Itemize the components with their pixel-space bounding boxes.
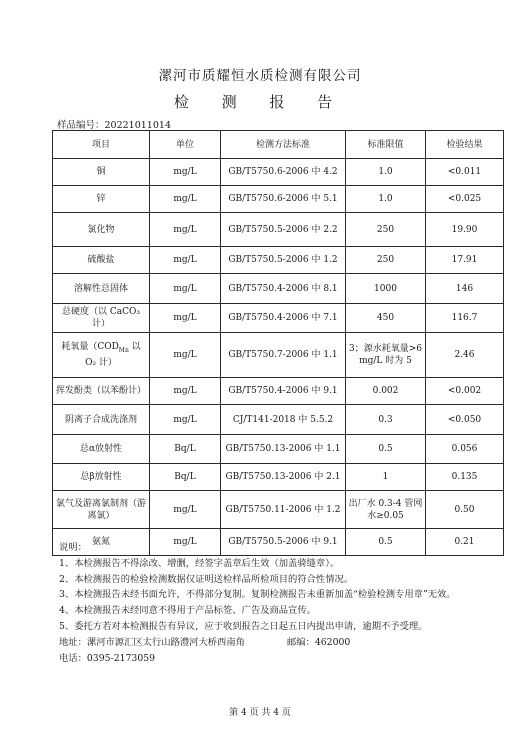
note-1: 1、本检测报告不得涂改、增删，经签字盖章后生效（加盖骑缝章）。 (59, 557, 340, 569)
cell-item: 总α放射性 (53, 435, 150, 464)
results-table (52, 130, 504, 556)
cell-item: 总硬度（以 CaCO₃ 计） (53, 304, 150, 333)
table-row (53, 435, 504, 464)
cell-unit: mg/L (150, 529, 221, 556)
cell-result: <0.011 (426, 159, 504, 186)
cell-unit: mg/L (150, 405, 221, 435)
cell-item: 锌 (53, 186, 150, 213)
table-row (53, 405, 504, 435)
cell-unit: mg/L (150, 304, 221, 333)
cell-method: GB/T5750.11-2006 中 1.2 (221, 491, 346, 529)
cell-method: GB/T5750.5-2006 中 1.2 (221, 247, 346, 274)
cell-result: <0.050 (426, 405, 504, 435)
page-number: 第 4 页 共 4 页 (229, 708, 291, 718)
cell-limit: 450 (346, 304, 426, 333)
cell-method: CJ/T141-2018 中 5.5.2 (221, 405, 346, 435)
cell-item: 阴离子合成洗涤剂 (53, 405, 150, 435)
table-row (53, 186, 504, 213)
note-5: 5、委托方若对本检测报告有异议，应于收到报告之日起五日内提出申请，逾期不予受理。 (59, 620, 428, 632)
header-unit: 单位 (150, 131, 221, 159)
header-method: 检测方法标准 (221, 131, 346, 159)
cell-unit: mg/L (150, 247, 221, 274)
cell-limit: 3；源水耗氧量>6 mg/L 时为 5 (346, 333, 426, 378)
table-row (53, 378, 504, 405)
cell-unit: mg/L (150, 274, 221, 304)
company-name: 漯河市质耀恒水质检测有限公司 (158, 68, 362, 84)
cell-method: GB/T5750.13-2006 中 2.1 (221, 464, 346, 491)
cell-item: 硫酸盐 (53, 247, 150, 274)
table-body (53, 159, 504, 556)
phone: 电话：0395-2173059 (59, 652, 156, 664)
header-item: 项目 (53, 131, 150, 159)
table-row (53, 159, 504, 186)
address-line (59, 635, 456, 651)
cell-unit: mg/L (150, 213, 221, 247)
table-row (53, 333, 504, 378)
table-header-row (53, 131, 504, 159)
cell-limit: 250 (346, 247, 426, 274)
note-2: 2、本检测报告的检验检测数据仅证明送检样品所检项目的符合性情况。 (59, 573, 354, 585)
table-row (53, 213, 504, 247)
table-row (53, 464, 504, 491)
cell-result: 116.7 (426, 304, 504, 333)
cell-unit: mg/L (150, 333, 221, 378)
cell-result: 0.21 (426, 529, 504, 556)
cell-item: 总β放射性 (53, 464, 150, 491)
cell-result: 146 (426, 274, 504, 304)
table-row (53, 274, 504, 304)
cell-result: 0.50 (426, 491, 504, 529)
header-limit: 标准限值 (346, 131, 426, 159)
cell-limit: 1.0 (346, 159, 426, 186)
cell-method: GB/T5750.4-2006 中 8.1 (221, 274, 346, 304)
cell-item: 氨氮 (53, 529, 150, 556)
cell-limit: 1000 (346, 274, 426, 304)
postcode: 邮编：462000 (286, 636, 351, 648)
cell-limit: 0.3 (346, 405, 426, 435)
table-row (53, 247, 504, 274)
cell-method: GB/T5750.6-2006 中 4.2 (221, 159, 346, 186)
cell-method: GB/T5750.5-2006 中 9.1 (221, 529, 346, 556)
cell-result: 0.135 (426, 464, 504, 491)
cell-limit: 出厂水 0.3-4 管网水≥0.05 (346, 491, 426, 529)
cell-item: 挥发酚类（以苯酚计） (53, 378, 150, 405)
cell-unit: Bq/L (150, 435, 221, 464)
cell-limit: 0.5 (346, 529, 426, 556)
cell-item: 耗氧量（$COD_{Mn}$ 以 O₂ 计） (53, 333, 150, 378)
note-4: 4、本检测报告未经同意不得用于产品标签、广告及商品宣传。 (59, 605, 316, 617)
cell-method: GB/T5750.5-2006 中 2.2 (221, 213, 346, 247)
cell-result: <0.025 (426, 186, 504, 213)
cell-item: 铜 (53, 159, 150, 186)
cell-result: 2.46 (426, 333, 504, 378)
sample-number: 样品编号：20221011014 (57, 120, 171, 131)
cell-item: 溶解性总固体 (53, 274, 150, 304)
cell-unit: Bq/L (150, 464, 221, 491)
cell-item: 氯气及游离氯制剂（游离氯） (53, 491, 150, 529)
cell-method: GB/T5750.6-2006 中 5.1 (221, 186, 346, 213)
cell-unit: mg/L (150, 491, 221, 529)
report-title: 检 测 报 告 (173, 93, 347, 111)
cell-limit: 250 (346, 213, 426, 247)
cell-limit: 0.002 (346, 378, 426, 405)
cell-method: GB/T5750.4-2006 中 7.1 (221, 304, 346, 333)
notes-section (59, 540, 456, 666)
cell-method: GB/T5750.13-2006 中 1.1 (221, 435, 346, 464)
notes-heading: 说明： (59, 542, 87, 553)
cell-limit: 1.0 (346, 186, 426, 213)
cell-result: 17.91 (426, 247, 504, 274)
cell-result: 19.90 (426, 213, 504, 247)
cell-unit: mg/L (150, 378, 221, 405)
cell-unit: mg/L (150, 159, 221, 186)
cell-unit: mg/L (150, 186, 221, 213)
cell-result: 0.056 (426, 435, 504, 464)
cell-method: GB/T5750.7-2006 中 1.1 (221, 333, 346, 378)
cell-item: 氯化物 (53, 213, 150, 247)
cell-limit: 0.5 (346, 435, 426, 464)
cell-method: GB/T5750.4-2006 中 9.1 (221, 378, 346, 405)
header-result: 检验结果 (426, 131, 504, 159)
note-3: 3、本检测报告未经书面允许，不得部分复制。复制检测报告未重新加盖“检验检测专用章”无效。 (59, 589, 456, 601)
cell-result: <0.002 (426, 378, 504, 405)
cell-limit: 1 (346, 464, 426, 491)
table-row (53, 491, 504, 529)
table-row (53, 304, 504, 333)
address: 地址：漯河市源汇区太行山路澧河大桥西南角 (59, 636, 245, 648)
